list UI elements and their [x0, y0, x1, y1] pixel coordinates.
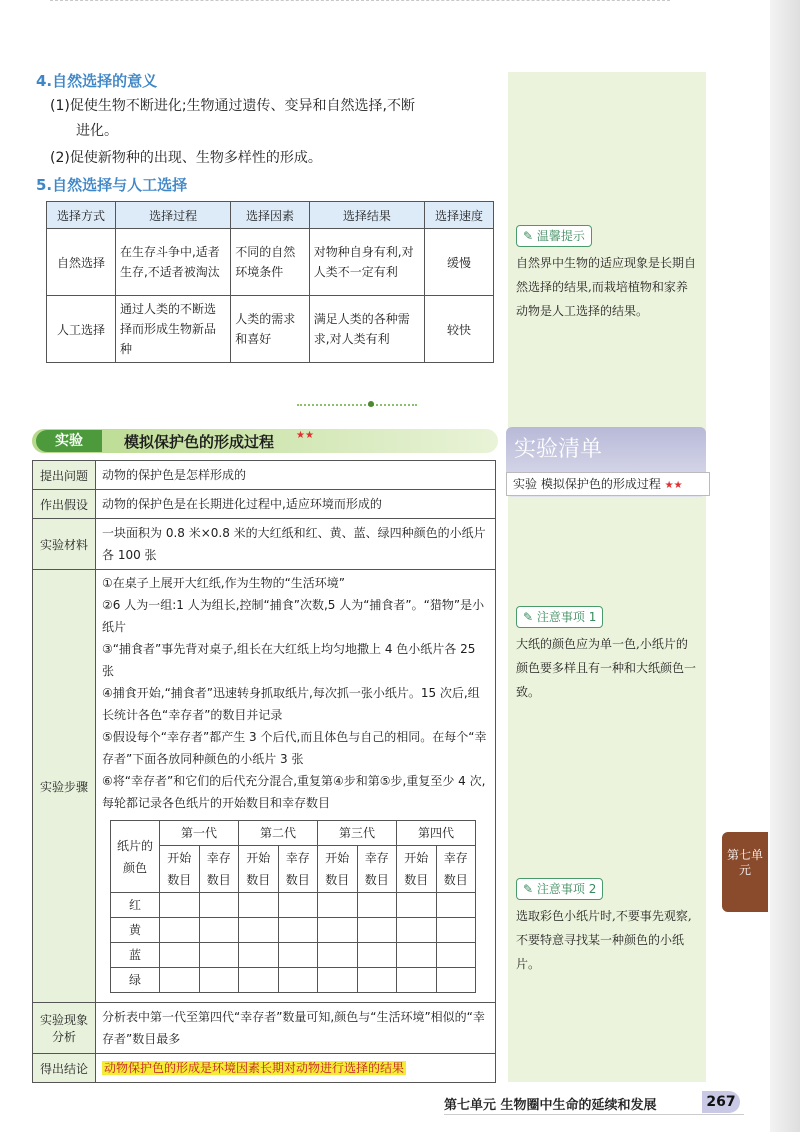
- table-cell: 自然选择: [47, 229, 116, 296]
- row-label: 实验现象分析: [33, 1003, 96, 1054]
- section4-item1: (1)促使生物不断进化;生物通过遗传、变异和自然选择,不断: [50, 98, 415, 114]
- tip-heading-text: 温馨提示: [536, 229, 585, 243]
- conclusion-cell: [96, 1054, 496, 1083]
- section5-heading: 5.自然选择与人工选择: [36, 176, 188, 194]
- table-header: 开始数目: [318, 846, 358, 893]
- table-cell: 较快: [424, 296, 493, 363]
- experiment-list-item: [506, 472, 710, 496]
- experiment-title: 模拟保护色的形成过程: [124, 433, 275, 451]
- table-header: 纸片的颜色: [111, 821, 160, 893]
- top-divider: [50, 0, 670, 13]
- note2-heading-text: 注意事项 2: [536, 882, 597, 896]
- table-row: [33, 570, 496, 1003]
- color-label: 绿: [111, 968, 160, 993]
- color-label: 黄: [111, 918, 160, 943]
- conclusion-highlight: 动物保护色的形成是环境因素长期对动物进行选择的结果: [104, 1061, 405, 1075]
- table-cell: 人类的需求和喜好: [231, 296, 310, 363]
- row-label: 提出问题: [33, 461, 96, 490]
- row-label: 得出结论: [33, 1054, 96, 1083]
- experiment-list-title: 实验清单: [514, 437, 603, 462]
- table-header: 选择过程: [115, 202, 230, 229]
- steps-content: [96, 570, 496, 1003]
- table-header: 选择因素: [231, 202, 310, 229]
- row-content: 动物的保护色是在长期进化过程中,适应环境而形成的: [96, 490, 496, 519]
- table-header: 选择结果: [309, 202, 424, 229]
- footer-text: 第七单元 生物圈中生命的延续和发展: [444, 1098, 657, 1113]
- step-item: ②6 人为一组:1 人为组长,控制“捕食”次数,5 人为“捕食者”。“猎物”是小纸片: [102, 598, 485, 634]
- tip-box: [516, 225, 696, 323]
- tip-heading: ✎ 温馨提示: [516, 225, 592, 247]
- table-header: 开始数目: [160, 846, 200, 893]
- note1-text: 大纸的颜色应为单一色,小纸片的颜色要多样且有一种和大纸颜色一致。: [516, 637, 697, 699]
- step-item: ③“捕食者”事先背对桌子,组长在大红纸上均匀地撒上 4 色小纸片各 25 张: [102, 642, 476, 678]
- color-label: 红: [111, 893, 160, 918]
- section-divider: [297, 404, 417, 410]
- table-header-row: [47, 202, 494, 229]
- table-row: [33, 490, 496, 519]
- step-item: ⑤假设每个“幸存者”都产生 3 个后代,而且体色与自己的相同。在每个“幸存者”下面各放同种颜色的小纸片 3 张: [102, 730, 487, 766]
- table-header: 幸存数目: [278, 846, 318, 893]
- table-row: [111, 943, 476, 968]
- table-row: [33, 1054, 496, 1083]
- note2-box: [516, 878, 696, 976]
- list-item-label: 实验 模拟保护色的形成过程: [513, 477, 661, 491]
- table-row: [33, 461, 496, 490]
- table-header: 选择方式: [47, 202, 116, 229]
- table-header: 幸存数目: [199, 846, 239, 893]
- step-item: ①在桌子上展开大红纸,作为生物的“生活环境”: [102, 576, 346, 590]
- table-row: [47, 229, 494, 296]
- table-row: [111, 846, 476, 893]
- footer-line: [444, 1114, 744, 1115]
- row-label: 实验材料: [33, 519, 96, 570]
- note1-heading-text: 注意事项 1: [536, 610, 597, 624]
- divider-dot-icon: [368, 401, 374, 407]
- table-row: [111, 968, 476, 993]
- list-item-stars: ★★: [664, 480, 683, 491]
- row-content: 一块面积为 0.8 米×0.8 米的大红纸和红、黄、蓝、绿四种颜色的小纸片各 100 张: [96, 519, 496, 570]
- table-row: [111, 893, 476, 918]
- table-header: 第四代: [397, 821, 476, 846]
- color-label: 蓝: [111, 943, 160, 968]
- table-cell: 人工选择: [47, 296, 116, 363]
- table-cell: 通过人类的不断选择而形成生物新品种: [115, 296, 230, 363]
- page-number: 267: [702, 1091, 740, 1113]
- table-row: [33, 1003, 496, 1054]
- row-content: 动物的保护色是怎样形成的: [96, 461, 496, 490]
- tip-text: 自然界中生物的适应现象是长期自然选择的结果,而栽培植物和家养动物是人工选择的结果。: [516, 256, 697, 318]
- note2-text: 选取彩色小纸片时,不要事先观察,不要特意寻找某一种颜色的小纸片。: [516, 909, 692, 971]
- table-header: 选择速度: [424, 202, 493, 229]
- step-item: ④捕食开始,“捕食者”迅速转身抓取纸片,每次抓一张小纸片。15 次后,组长统计各色“幸存者”的数目并记录: [102, 686, 480, 722]
- difficulty-stars: ★★: [296, 430, 314, 441]
- selection-comparison-table: [46, 201, 494, 363]
- table-row: [33, 519, 496, 570]
- row-content: 分析表中第一代至第四代“幸存者”数量可知,颜色与“生活环境”相似的“幸存者”数目最多: [96, 1003, 496, 1054]
- table-row: [111, 918, 476, 943]
- table-header: 开始数目: [397, 846, 437, 893]
- page-edge: [770, 0, 800, 1132]
- table-header: 开始数目: [239, 846, 279, 893]
- unit-side-tab: 第七单元: [722, 832, 768, 912]
- table-header: 第三代: [318, 821, 397, 846]
- table-cell: 在生存斗争中,适者生存,不适者被淘汰: [115, 229, 230, 296]
- section4-item1-cont: 进化。: [76, 123, 118, 139]
- table-row: [111, 821, 476, 846]
- table-row: [47, 296, 494, 363]
- section4-heading: 4.自然选择的意义: [36, 72, 158, 90]
- section4-item2: (2)促使新物种的出现、生物多样性的形成。: [50, 150, 322, 166]
- table-header: 第一代: [160, 821, 239, 846]
- table-cell: 缓慢: [424, 229, 493, 296]
- note1-heading: ✎ 注意事项 1: [516, 606, 603, 628]
- experiment-tag: 实验: [36, 430, 102, 452]
- row-label: 实验步骤: [33, 570, 96, 1003]
- record-table: [110, 820, 476, 993]
- table-header: 幸存数目: [436, 846, 476, 893]
- note1-box: [516, 606, 696, 704]
- table-cell: 对物种自身有利,对人类不一定有利: [309, 229, 424, 296]
- experiment-table: [32, 460, 496, 1083]
- table-cell: 满足人类的各种需求,对人类有利: [309, 296, 424, 363]
- table-header: 幸存数目: [357, 846, 397, 893]
- row-label: 作出假设: [33, 490, 96, 519]
- table-cell: 不同的自然环境条件: [231, 229, 310, 296]
- step-item: ⑥将“幸存者”和它们的后代充分混合,重复第④步和第⑤步,重复至少 4 次,每轮都记录各色纸片的开始数目和幸存数目: [102, 774, 486, 810]
- note2-heading: ✎ 注意事项 2: [516, 878, 603, 900]
- table-header: 第二代: [239, 821, 318, 846]
